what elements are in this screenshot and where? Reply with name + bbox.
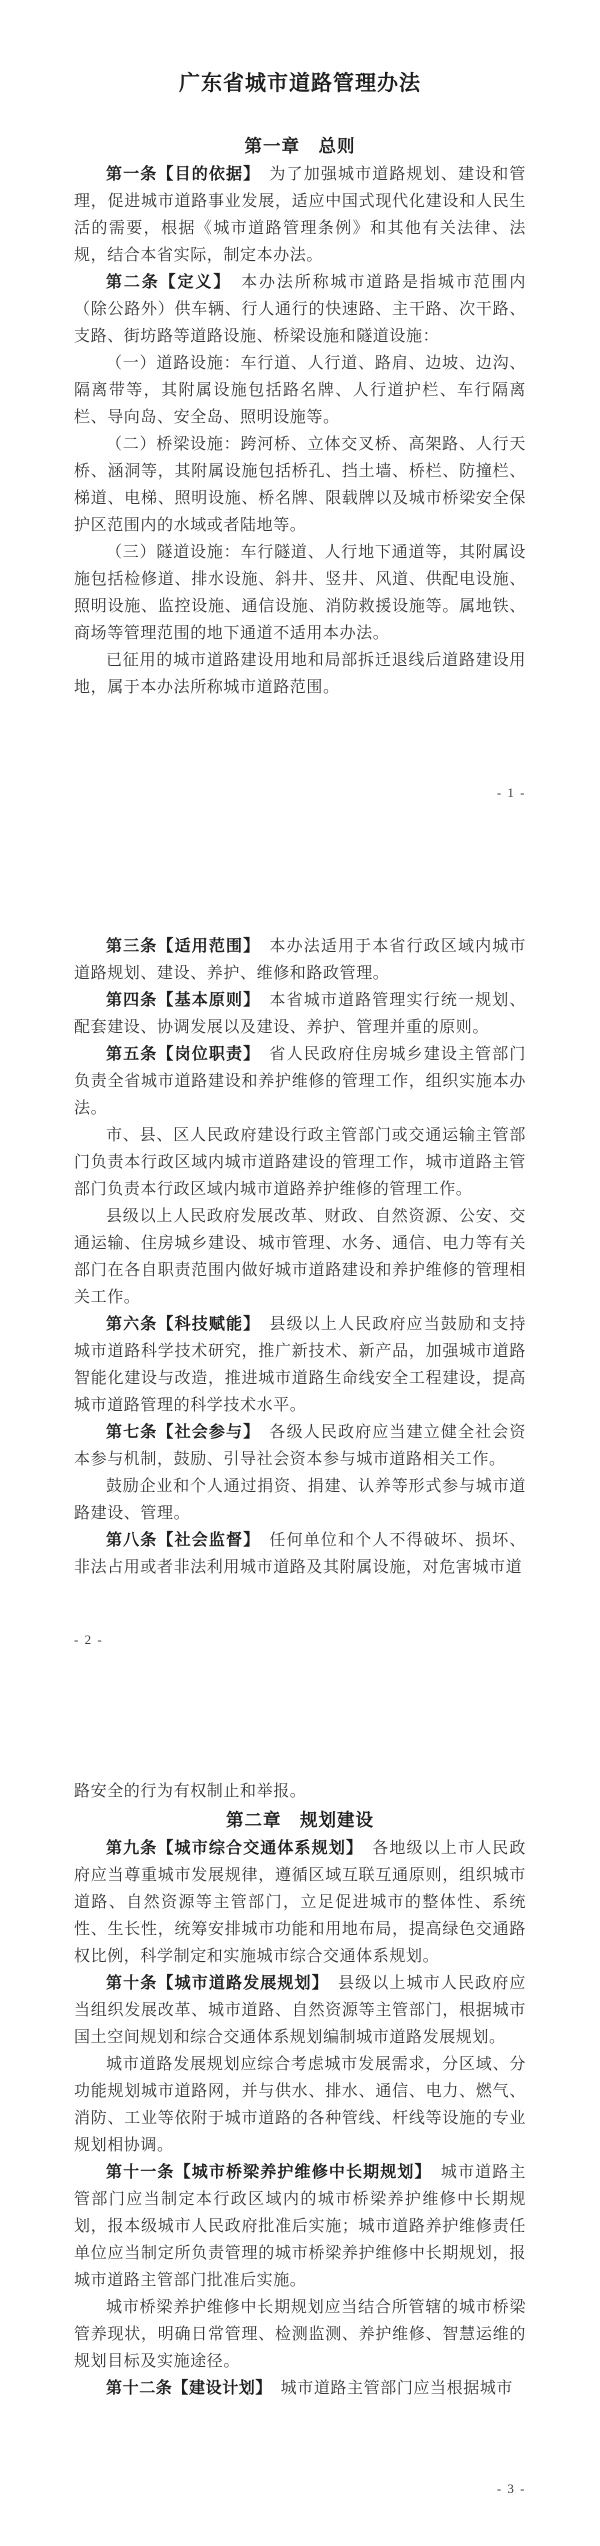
article-label: 第十二条【建设计划】	[106, 2380, 265, 2397]
article-label: 第六条【科技赋能】	[106, 1316, 253, 1333]
paragraph: （一）道路设施：车行道、人行道、路肩、边坡、边沟、隔离带等，其附属设施包括路名牌、人行道护栏、车行隔离栏、导向岛、安全岛、照明设施等。	[74, 355, 526, 426]
paragraph: 第五条【岗位职责】 省人民政府住房城乡建设主管部门负责全省城市道路建设和养护维修的管理工作，组织实施本办法。	[74, 1046, 526, 1117]
paragraph: 第六条【科技赋能】 县级以上人民政府应当鼓励和支持城市道路科学技术研究，推广新技术、新产品，加强城市道路智能化建设与改造，推进城市道路生命线安全工程建设，提高城市道路管理的科学技术水平。	[74, 1316, 526, 1414]
paragraph: 第二条【定义】 本办法所称城市道路是指城市范围内（除公路外）供车辆、行人通行的快速路、主干路、次干路、支路、街坊路等道路设施、桥梁设施和隧道设施：	[74, 274, 527, 345]
chapter-heading: 第二章 规划建设	[226, 1810, 374, 1830]
paragraph: 第九条【城市综合交通体系规划】 各地级以上市人民政府应当尊重城市发展规律，遵循区域互联互通原则，组织城市道路、自然资源等主管部门，立足促进城市的整体性、系统性、生长性，统筹安排城市功能和用地布局，提高绿色交通路权比例，科学制定和实施城市综合交通体系规划。	[74, 1840, 526, 1965]
paragraph: 第十一条【城市桥梁养护维修中长期规划】 城市道路主管部门应当制定本行政区域内的城市桥梁养护维修中长期规划，报本级城市人民政府批准后实施；城市道路养护维修责任单位应当制定所负责管理的城市桥梁养护维修中长期规划，报城市道路主管部门批准后实施。	[74, 2164, 526, 2289]
article-label: 第二条【定义】	[106, 274, 224, 291]
paragraph: 第一条【目的依据】 为了加强城市道路规划、建设和管理，促进城市道路事业发展，适应中国式现代化建设和人民生活的需要，根据《城市道路管理条例》和其他有关法律、法规，结合本省实际，制定本办法。	[74, 166, 526, 264]
article-label: 第十条【城市道路发展规划】	[106, 1975, 321, 1992]
paragraph: 第十二条【建设计划】 城市道路主管部门应当根据城市	[106, 2380, 514, 2397]
page-number: - 2 -	[74, 1632, 104, 1647]
chapter-heading: 第一章 总则	[244, 136, 356, 156]
paragraph: 第四条【基本原则】 本省城市道路管理实行统一规划、配套建设、协调发展以及建设、养护、管理并重的原则。	[74, 992, 526, 1036]
article-label: 第七条【社会参与】	[106, 1424, 253, 1441]
paragraph: 路安全的行为有权制止和举报。	[74, 1783, 307, 1800]
paragraph: 县级以上人民政府发展改革、财政、自然资源、公安、交通运输、住房城乡建设、城市管理、水务、通信、电力等有关部门在各自职责范围内做好城市道路建设和养护维修的管理相关工作。	[74, 1208, 526, 1306]
page-2	[0, 847, 600, 1696]
article-label: 第四条【基本原则】	[106, 992, 253, 1009]
paragraph: （三）隧道设施：车行隧道、人行地下通道等，其附属设施包括检修道、排水设施、斜井、竖井、风道、供配电设施、照明设施、监控设施、通信设施、消防救援设施等。属地铁、商场等管理范围的地下通道不适用本办法。	[74, 544, 526, 642]
paragraph: 城市道路发展规划应综合考虑城市发展需求，分区域、分功能规划城市道路网，并与供水、排水、通信、电力、燃气、消防、工业等依附于城市道路的各种管线、杆线等设施的专业规划相协调。	[74, 2056, 526, 2154]
page-content	[74, 847, 526, 1581]
page-3	[0, 1696, 600, 2546]
article-label: 第三条【适用范围】	[106, 938, 253, 955]
paragraph: 鼓励企业和个人通过捐资、捐建、认养等形式参与城市道路建设、管理。	[74, 1478, 526, 1522]
article-label: 第一条【目的依据】	[106, 166, 253, 183]
paragraph: 城市桥梁养护维修中长期规划应当结合所管辖的城市桥梁管养现状，明确日常管理、检测监测、养护维修、智慧运维的规划目标及实施途径。	[74, 2299, 526, 2370]
page-content	[74, 0, 526, 701]
article-label: 第九条【城市综合交通体系规划】	[106, 1840, 356, 1857]
paragraph: 已征用的城市道路建设用地和局部拆迁退线后道路建设用地，属于本办法所称城市道路范围。	[74, 652, 526, 696]
page-number: - 1 -	[496, 785, 526, 800]
article-label: 第八条【社会监督】	[106, 1532, 253, 1549]
paragraph: 第十条【城市道路发展规划】 县级以上城市人民政府应当组织发展改革、城市道路、自然资源等主管部门，根据城市国土空间规划和综合交通体系规划编制城市道路发展规划。	[74, 1975, 526, 2046]
paragraph: （二）桥梁设施：跨河桥、立体交叉桥、高架路、人行天桥、涵洞等，其附属设施包括桥孔、挡土墙、桥栏、防撞栏、梯道、电梯、照明设施、桥名牌、限载牌以及城市桥梁安全保护区范围内的水域或者陆地等。	[74, 436, 526, 534]
article-label: 第五条【岗位职责】	[106, 1046, 253, 1063]
page-number: - 3 -	[496, 2481, 526, 2496]
paragraph: 第八条【社会监督】 任何单位和个人不得破坏、损坏、非法占用或者非法利用城市道路及其附属设施，对危害城市道	[74, 1532, 526, 1576]
document-title: 广东省城市道路管理办法	[179, 72, 421, 95]
paragraph: 市、县、区人民政府建设行政主管部门或交通运输主管部门负责本行政区域内城市道路建设的管理工作，城市道路主管部门负责本行政区域内城市道路养护维修的管理工作。	[74, 1127, 526, 1198]
paragraph: 第七条【社会参与】 各级人民政府应当建立健全社会资本参与机制，鼓励、引导社会资本参与城市道路相关工作。	[74, 1424, 526, 1468]
paragraph: 第三条【适用范围】 本办法适用于本省行政区域内城市道路规划、建设、养护、维修和路政管理。	[74, 938, 526, 982]
page-content	[74, 1696, 526, 2402]
page-1	[0, 0, 600, 847]
article-label: 第十一条【城市桥梁养护维修中长期规划】	[106, 2164, 424, 2181]
